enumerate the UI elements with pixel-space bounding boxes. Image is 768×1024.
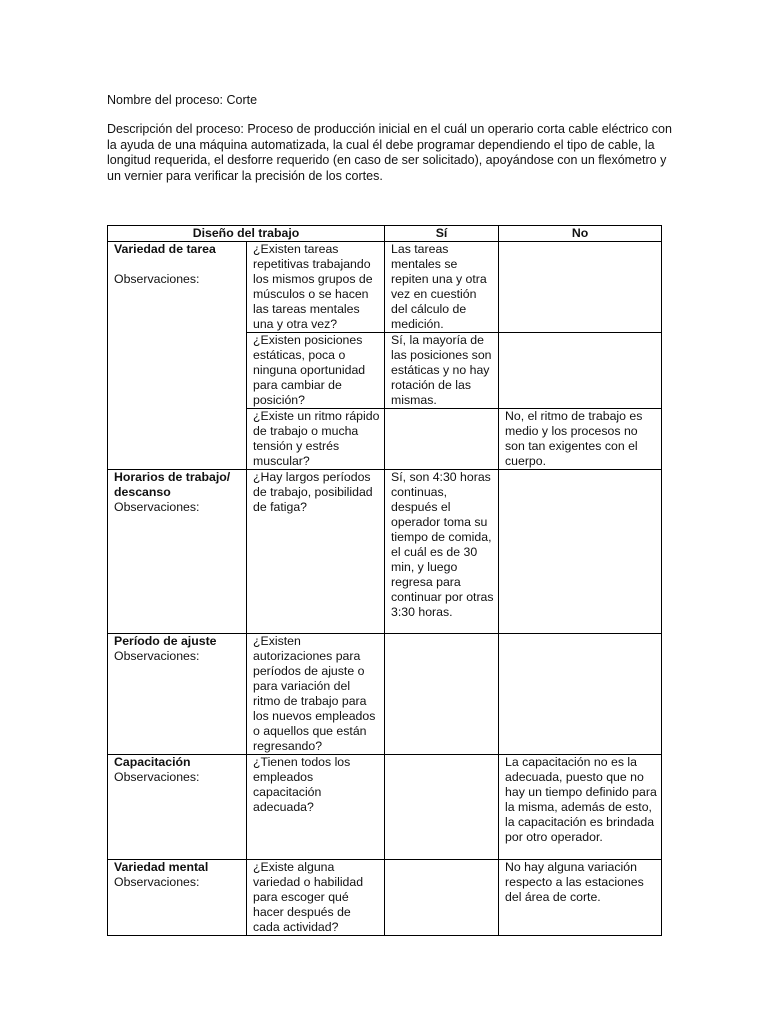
no-cell (499, 242, 662, 333)
table-row (108, 860, 662, 936)
question-cell: ¿Existen posiciones estáticas, poca o ninguna oportunidad para cambiar de posición? (247, 333, 385, 409)
process-name: Nombre del proceso: Corte (107, 93, 258, 107)
observations-label: Observaciones: (114, 272, 200, 286)
no-cell: No hay alguna variación respecto a las estaciones del área de corte. (499, 860, 662, 936)
category-cell (108, 860, 247, 936)
yes-cell (385, 634, 499, 755)
yes-cell: Sí, la mayoría de las posiciones son estáticas y no hay rotación de las mismas. (385, 333, 499, 409)
header-design: Diseño del trabajo (108, 226, 385, 242)
category-title: Variedad de tarea (114, 242, 216, 256)
observations-label: Observaciones: (114, 875, 200, 889)
observations-label: Observaciones: (114, 770, 200, 784)
work-design-table (107, 225, 662, 936)
observations-label: Observaciones: (114, 500, 200, 514)
no-cell (499, 470, 662, 634)
question-cell: ¿Existen tareas repetitivas trabajando los mismos grupos de músculos o se hacen las tareas mentales una y otra vez? (247, 242, 385, 333)
table-row (108, 242, 662, 333)
yes-cell: Las tareas mentales se repiten una y otra vez en cuestión del cálculo de medición. (385, 242, 499, 333)
question-cell: ¿Hay largos períodos de trabajo, posibilidad de fatiga? (247, 470, 385, 634)
no-cell (499, 634, 662, 755)
category-cell (108, 242, 247, 470)
table-row (108, 634, 662, 755)
no-cell: La capacitación no es la adecuada, puesto que no hay un tiempo definido para la misma, además de esto, la capacitación es brindada por otro operador. (499, 755, 662, 860)
question-cell: ¿Tienen todos los empleados capacitación adecuada? (247, 755, 385, 860)
no-cell: No, el ritmo de trabajo es medio y los procesos no son tan exigentes con el cuerpo. (499, 409, 662, 470)
yes-cell (385, 860, 499, 936)
question-cell: ¿Existen autorizaciones para períodos de ajuste o para variación del ritmo de trabajo para los nuevos empleados o aquellos que están regresando? (247, 634, 385, 755)
category-title: Horarios de trabajo/ descanso (114, 470, 231, 499)
table-row (108, 755, 662, 860)
category-title: Período de ajuste (114, 634, 217, 648)
header-yes: Sí (385, 226, 499, 242)
no-cell (499, 333, 662, 409)
category-title: Capacitación (114, 755, 191, 769)
yes-cell: Sí, son 4:30 horas continuas, después el operador toma su tiempo de comida, el cuál es de 30 min, y luego regresa para continuar por otras 3:30 horas. (385, 470, 499, 634)
table-header-row (108, 226, 662, 242)
category-cell (108, 755, 247, 860)
category-cell (108, 470, 247, 634)
yes-cell (385, 409, 499, 470)
yes-cell (385, 755, 499, 860)
table-row (108, 470, 662, 634)
observations-label: Observaciones: (114, 649, 200, 663)
category-cell (108, 634, 247, 755)
header-no: No (499, 226, 662, 242)
question-cell: ¿Existe alguna variedad o habilidad para escoger qué hacer después de cada actividad? (247, 860, 385, 936)
process-description: Descripción del proceso: Proceso de producción inicial en el cuál un operario corta cable eléctrico con la ayuda de una máquina automatizada, la cual él debe programar dependiendo el tipo de cable, la longitud requerida, el desforre requerido (en caso de ser solicitado), apoyándose con un flexómetro y un vernier para verificar la precisión de los cortes. (107, 122, 672, 183)
question-cell: ¿Existe un ritmo rápido de trabajo o mucha tensión y estrés muscular? (247, 409, 385, 470)
category-title: Variedad mental (114, 860, 209, 874)
